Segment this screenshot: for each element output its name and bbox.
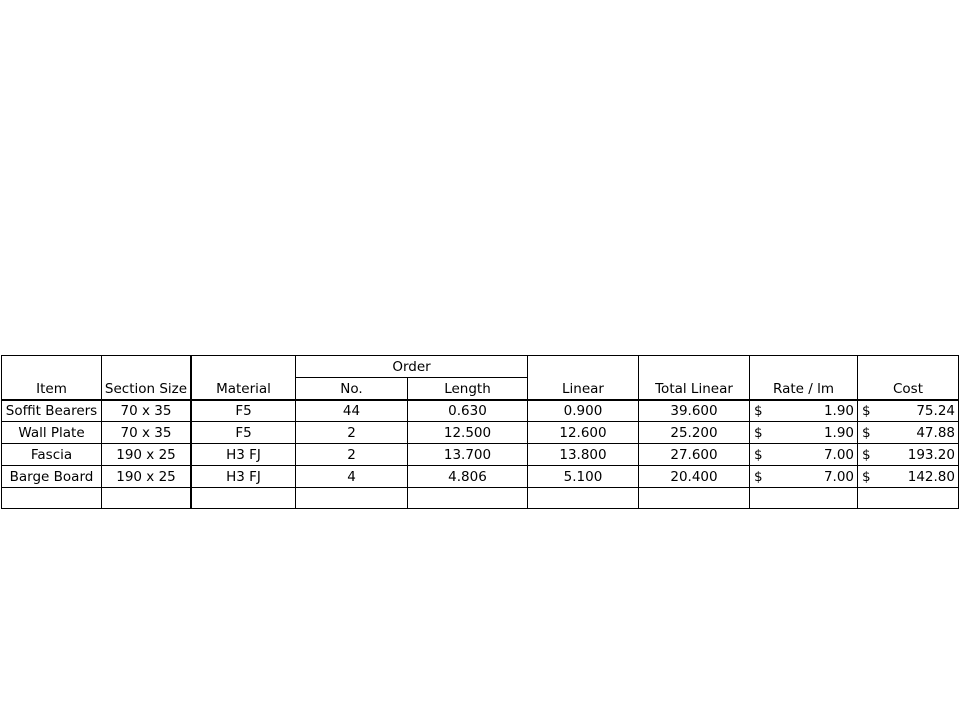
cell-total-linear: 27.600 [670,447,718,463]
cell-no: 2 [347,447,356,463]
cell-item: Fascia [30,447,73,463]
cell-cost: 47.88 [916,425,955,441]
cell-section-size: 190 x 25 [116,469,176,485]
header-no: No. [340,381,363,397]
cell-linear: 0.900 [563,403,603,419]
cell-rate: 7.00 [823,469,854,485]
cell-length: 0.630 [448,403,487,419]
cell-total-linear: 25.200 [670,425,718,441]
cell-material: H3 FJ [226,469,261,485]
cell-section-size: 70 x 35 [120,425,172,441]
cell-linear: 12.600 [559,425,607,441]
currency-symbol: $ [754,403,763,419]
header-rate: Rate / lm [773,381,834,397]
cell-material: F5 [235,403,252,419]
currency-symbol: $ [754,447,763,463]
header-item: Item [36,381,67,397]
currency-symbol: $ [862,447,871,463]
cell-section-size: 70 x 35 [120,403,172,419]
cell-material: H3 FJ [226,447,261,463]
cell-item: Wall Plate [18,425,85,441]
header-total-linear: Total Linear [655,381,733,397]
header-cost: Cost [892,381,923,397]
cell-cost: 75.24 [916,403,955,419]
header-linear: Linear [562,381,604,397]
header-material: Material [216,381,271,397]
cell-material: F5 [235,425,252,441]
cell-linear: 5.100 [563,469,603,485]
cell-length: 12.500 [443,425,492,441]
table-bottom-border [1,508,959,509]
currency-symbol: $ [862,469,871,485]
header-length: Length [444,381,491,397]
cell-linear: 13.800 [559,447,607,463]
currency-symbol: $ [862,403,871,419]
header-section-size: Section Size [104,381,188,397]
cell-item: Soffit Bearers [5,403,98,419]
cell-no: 44 [342,403,361,419]
cell-rate: 7.00 [823,447,854,463]
cell-section-size: 190 x 25 [116,447,176,463]
cell-cost: 193.20 [907,447,955,463]
currency-symbol: $ [754,469,763,485]
cell-cost: 142.80 [907,469,955,485]
cell-length: 13.700 [443,447,492,463]
cell-total-linear: 20.400 [670,469,718,485]
cell-item: Barge Board [9,469,94,485]
cost-table [0,355,960,509]
currency-symbol: $ [862,425,871,441]
cell-length: 4.806 [448,469,487,485]
cell-no: 2 [347,425,356,441]
currency-symbol: $ [754,425,763,441]
cell-rate: 1.90 [823,425,854,441]
cell-no: 4 [347,469,356,485]
cell-rate: 1.90 [823,403,854,419]
cell-total-linear: 39.600 [670,403,718,419]
col-border [958,355,959,509]
header-order: Order [392,359,431,375]
